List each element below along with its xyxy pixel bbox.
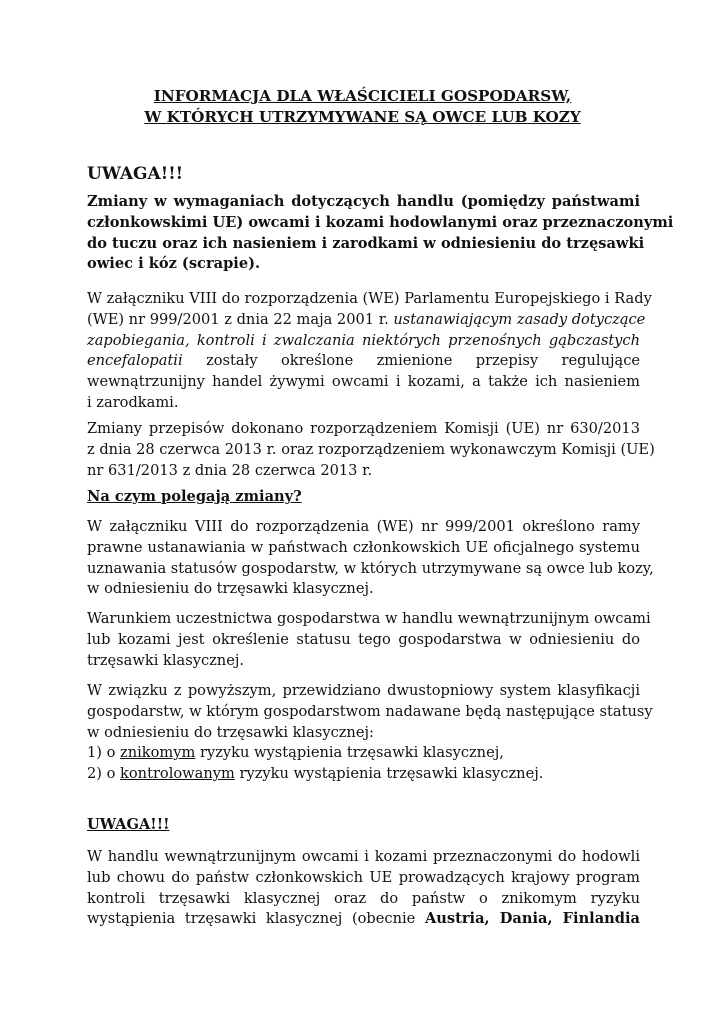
paragraph-line: lub chowu do państw członkowskich UE prowadzących krajowy program: [87, 868, 640, 886]
paragraph-line: [87, 909, 640, 930]
paragraph-line: kontroli trzęsawki klasycznej oraz do państw o znikomym ryzyku: [87, 889, 640, 907]
warning-heading-2: UWAGA!!!: [87, 816, 170, 833]
paragraph-line: w odniesieniu do trzęsawki klasycznej.: [87, 580, 374, 598]
paragraph-line: zapobiegania, kontroli i zwalczania niektórych przenośnych gąbczastych: [87, 331, 640, 349]
list-item: 1) o znikomym ryzyku wystąpienia trzęsawki klasycznej,: [87, 744, 504, 762]
paragraph-trade: [87, 847, 640, 930]
paragraph-line: W załączniku VIII do rozporządzenia (WE) nr 999/2001 określono ramy: [87, 518, 640, 535]
title-line-2: W KTÓRYCH UTRZYMYWANE SĄ OWCE LUB KOZY: [144, 107, 581, 126]
intro-line: do tuczu oraz ich nasieniem i zarodkami w odniesieniu do trzęsawki: [87, 234, 645, 252]
paragraph-line: W związku z powyższym, przewidziano dwustopniowy system klasyfikacji: [87, 682, 640, 699]
paragraph-line: [87, 351, 640, 372]
text-normal: (WE) nr 999/2001 z dnia 22 maja 2001 r.: [87, 310, 394, 328]
intro-line: owiec i kóz (scrapie).: [87, 255, 261, 273]
paragraph-classification: [87, 681, 653, 785]
intro-line: członkowskimi UE) owcami i kozami hodowlanymi oraz przeznaczonymi: [87, 213, 674, 231]
paragraph-line: trzęsawki klasycznej.: [87, 651, 245, 669]
paragraph-line: prawne ustanawiania w państwach członkowskich UE oficjalnego systemu: [87, 538, 640, 556]
text-normal: wystąpienia trzęsawki klasycznej (obecnie: [87, 910, 425, 928]
document-title: [0, 86, 725, 127]
intro-line: Zmiany w wymaganiach dotyczących handlu (pomiędzy państwami: [87, 193, 640, 210]
paragraph-framework: [87, 517, 654, 600]
paragraph-line: gospodarstw, w którym gospodarstwom nadawane będą następujące statusy: [87, 702, 653, 720]
text-normal: zostały określone zmienione przepisy regulujące: [182, 352, 640, 370]
paragraph-line: nr 631/2013 z dnia 28 czerwca 2013 r.: [87, 461, 373, 479]
text-italic: ustanawiającym zasady dotyczące: [393, 310, 646, 328]
paragraph-line: W handlu wewnątrzunijnym owcami i kozami przeznaczonymi do hodowli: [87, 848, 640, 865]
paragraph-line: z dnia 28 czerwca 2013 r. oraz rozporządzeniem wykonawczym Komisji (UE): [87, 440, 655, 458]
country-list-bold: Austria, Dania, Finlandia: [424, 910, 640, 928]
underlined-term: znikomym: [120, 744, 196, 762]
subheading-changes: Na czym polegają zmiany?: [87, 488, 302, 505]
paragraph-regulation: [87, 289, 652, 414]
paragraph-line: i zarodkami.: [87, 393, 179, 411]
paragraph-line: lub kozami jest określenie statusu tego gospodarstwa w odniesieniu do: [87, 630, 640, 648]
paragraph-line: W załączniku VIII do rozporządzenia (WE) Parlamentu Europejskiego i Rady: [87, 290, 652, 307]
paragraph-line: w odniesieniu do trzęsawki klasycznej:: [87, 723, 374, 741]
paragraph-line: wewnątrzunijny handel żywymi owcami i kozami, a także ich nasieniem: [87, 373, 640, 391]
underlined-term: kontrolowanym: [120, 765, 235, 783]
paragraph-line: [87, 310, 646, 331]
paragraph-line: Warunkiem uczestnictwa gospodarstwa w handlu wewnątrzunijnym owcami: [87, 610, 651, 627]
paragraph-line: uznawania statusów gospodarstw, w których utrzymywane są owce lub kozy,: [87, 559, 654, 577]
paragraph-amendments: [87, 419, 655, 481]
warning-heading-1: UWAGA!!!: [87, 164, 184, 184]
paragraph-condition: [87, 609, 651, 671]
text-italic: encefalopatii: [87, 352, 183, 370]
list-item: 2) o kontrolowanym ryzyku wystąpienia trzęsawki klasycznej.: [87, 765, 544, 783]
paragraph-line: Zmiany przepisów dokonano rozporządzeniem Komisji (UE) nr 630/2013: [87, 420, 640, 437]
intro-bold-paragraph: [87, 192, 674, 275]
title-line-1: INFORMACJA DLA WŁAŚCICIELI GOSPODARSW,: [153, 87, 572, 105]
